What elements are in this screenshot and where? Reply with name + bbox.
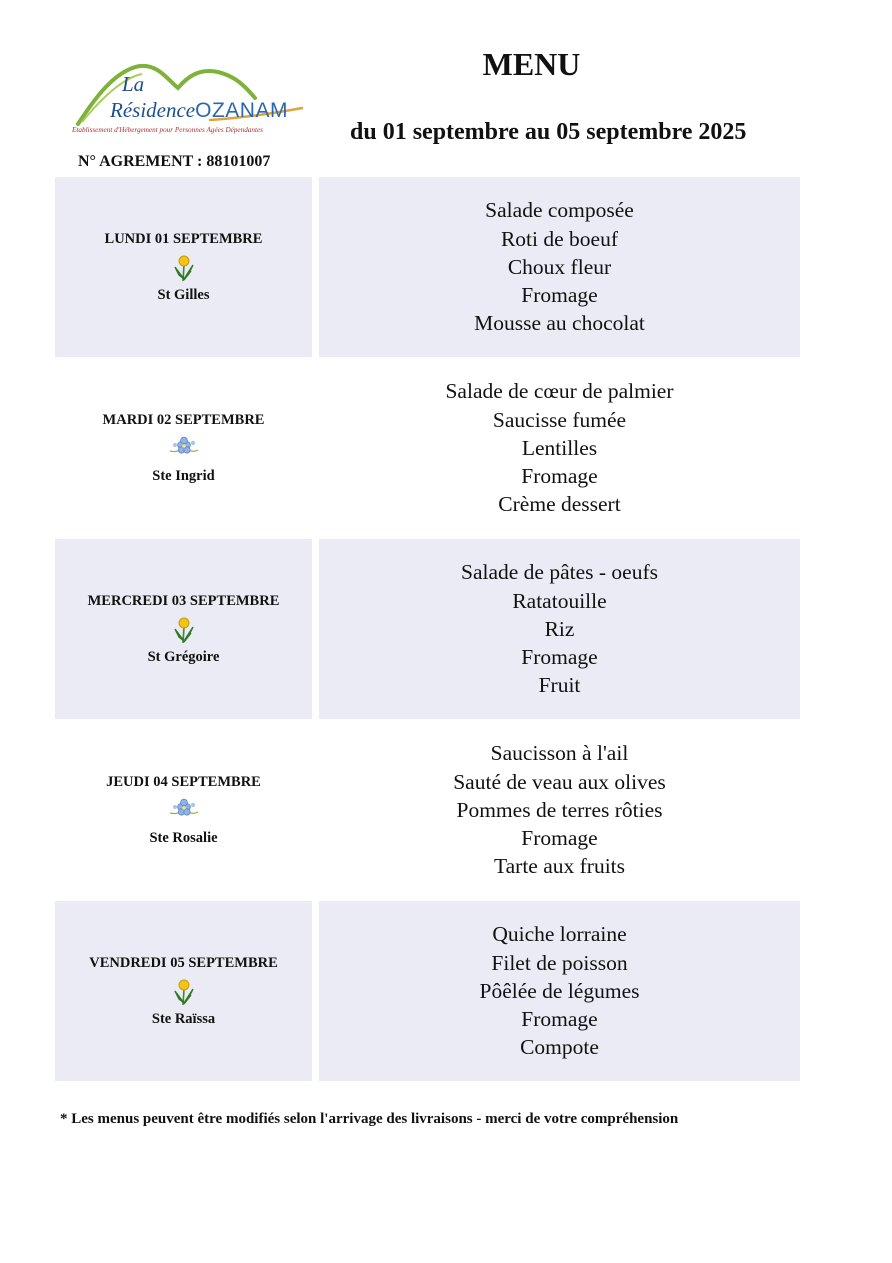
- dish-side: Pôêlée de légumes: [479, 978, 640, 1003]
- day-label: MARDI 02 SEPTEMBRE: [102, 411, 265, 428]
- day-row-thursday: [55, 720, 800, 900]
- dandelion-icon: [169, 253, 199, 283]
- day-row-monday: [55, 177, 800, 357]
- dish-cheese: Fromage: [521, 645, 598, 670]
- day-cell: [55, 358, 312, 538]
- dandelion-icon: [169, 615, 199, 645]
- logo-subtitle: Etablissement d'Hébergement pour Personnes Agées Dépendantes: [72, 126, 263, 134]
- menu-period: du 01 septembre au 05 septembre 2025: [350, 119, 747, 145]
- day-row-tuesday: [55, 358, 800, 538]
- dish-starter: Quiche lorraine: [492, 922, 627, 947]
- dish-main: Ratatouille: [512, 588, 607, 613]
- dish-dessert: Compote: [520, 1035, 599, 1060]
- forget-me-not-icon: [169, 796, 199, 826]
- page-title: MENU: [482, 46, 581, 82]
- day-row-wednesday: [55, 539, 800, 719]
- dish-cheese: Fromage: [521, 1007, 598, 1032]
- menu-table: [55, 177, 800, 1082]
- dish-main: Saucisse fumée: [492, 407, 627, 432]
- day-label: LUNDI 01 SEPTEMBRE: [104, 230, 263, 247]
- dish-starter: Salade composée: [485, 198, 634, 223]
- day-label: MERCREDI 03 SEPTEMBRE: [87, 592, 280, 609]
- dish-main: Filet de poisson: [491, 950, 628, 975]
- logo-name-part1: Résidence: [110, 98, 196, 122]
- dish-starter: Salade de pâtes - oeufs: [460, 560, 658, 585]
- day-cell: [55, 720, 312, 900]
- dish-dessert: Mousse au chocolat: [474, 311, 645, 336]
- menu-cell: [319, 177, 800, 357]
- saint-name: St Gilles: [157, 286, 210, 303]
- menu-cell: [319, 539, 800, 719]
- day-row-friday: [55, 901, 800, 1081]
- day-label: JEUDI 04 SEPTEMBRE: [106, 773, 261, 790]
- day-cell: [55, 177, 312, 357]
- dish-dessert: Fruit: [538, 673, 581, 698]
- logo-la: La: [122, 72, 145, 96]
- dish-side: Lentilles: [521, 435, 598, 460]
- dish-cheese: Fromage: [521, 464, 598, 489]
- day-cell: [55, 901, 312, 1081]
- saint-name: St Grégoire: [147, 648, 220, 665]
- menu-cell: [319, 901, 800, 1081]
- logo-name-part2: OZANAM: [195, 99, 288, 122]
- forget-me-not-icon: [169, 434, 199, 464]
- menu-cell: [319, 358, 800, 538]
- saint-name: Ste Ingrid: [152, 467, 215, 484]
- day-label: VENDREDI 05 SEPTEMBRE: [89, 954, 278, 971]
- dish-side: Riz: [544, 616, 575, 641]
- footnote: * Les menus peuvent être modifiés selon l'arrivage des livraisons - merci de votre compréhension: [60, 1111, 679, 1127]
- dish-dessert: Tarte aux fruits: [493, 854, 626, 879]
- dandelion-icon: [169, 977, 199, 1007]
- menu-cell: [319, 720, 800, 900]
- agrement-number: N° AGREMENT : 88101007: [78, 153, 271, 170]
- dish-starter: Saucisson à l'ail: [490, 741, 629, 766]
- dish-cheese: Fromage: [521, 283, 598, 308]
- dish-side: Choux fleur: [507, 254, 612, 279]
- dish-cheese: Fromage: [521, 826, 598, 851]
- dish-main: Sauté de veau aux olives: [453, 769, 666, 794]
- dish-main: Roti de boeuf: [500, 226, 619, 251]
- logo-name: [110, 98, 288, 123]
- dish-side: Pommes de terres rôties: [456, 797, 663, 822]
- saint-name: Ste Raïssa: [151, 1010, 216, 1027]
- dish-starter: Salade de cœur de palmier: [445, 379, 674, 404]
- day-cell: [55, 539, 312, 719]
- dish-dessert: Crème dessert: [498, 492, 621, 517]
- saint-name: Ste Rosalie: [149, 829, 218, 846]
